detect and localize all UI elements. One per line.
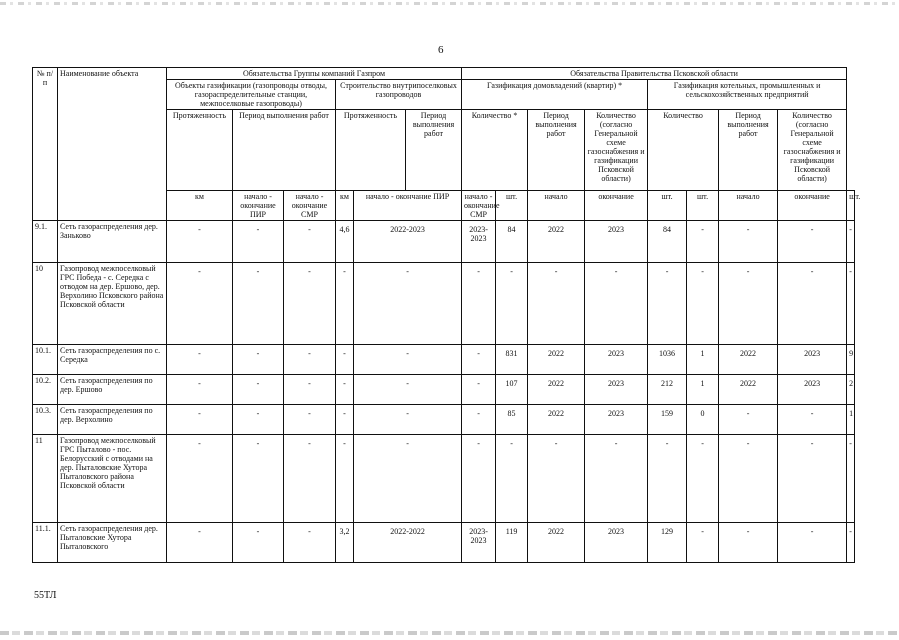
row-value-cell: - [648, 263, 687, 345]
row-value-cell: - [336, 405, 354, 435]
footer-code: 55ТЛ [34, 590, 57, 601]
unit-cell: км [167, 191, 233, 221]
row-value-cell: - [233, 221, 284, 263]
row-value-cell: - [336, 263, 354, 345]
row-value-cell: 2022 [528, 345, 585, 375]
row-object-name: Сеть газораспределения дер. Пыталовские Хутора Пыталовского [58, 523, 167, 563]
row-value-cell: - [336, 435, 354, 523]
scan-artifact-bottom [0, 631, 899, 635]
row-value-cell: - [847, 435, 855, 523]
row-value-cell: 85 [496, 405, 528, 435]
row-value-cell: 2022 [719, 345, 778, 375]
row-value-cell: - [719, 523, 778, 563]
row-value-cell: - [233, 345, 284, 375]
scan-artifact-top [0, 2, 899, 5]
row-value-cell: 2022-2022 [354, 523, 462, 563]
table-row [33, 345, 855, 375]
header-period2: Период выполнения работ [406, 110, 462, 191]
row-object-name: Газопровод межпоселковый ГРС Победа - с. Середка с отводом на дер. Ершово, дер. Верхолино Псковского района Псковской области [58, 263, 167, 345]
row-value-cell: 3,2 [336, 523, 354, 563]
row-value-cell: - [778, 405, 847, 435]
unit-cell: начало [719, 191, 778, 221]
row-value-cell: - [284, 435, 336, 523]
row-value-cell: - [719, 405, 778, 435]
row-value-cell: 2023-2023 [462, 523, 496, 563]
unit-cell: км [336, 191, 354, 221]
row-number: 10 [33, 263, 58, 345]
row-value-cell: - [284, 263, 336, 345]
row-value-cell: 159 [648, 405, 687, 435]
row-value-cell: - [167, 405, 233, 435]
row-value-cell: - [496, 263, 528, 345]
row-value-cell: - [847, 523, 855, 563]
row-value-cell: - [167, 375, 233, 405]
header-length2: Протяженность [336, 110, 406, 191]
unit-cell: шт. [496, 191, 528, 221]
row-value-cell: - [233, 375, 284, 405]
row-value-cell: 4,6 [336, 221, 354, 263]
header-period3: Период выполнения работ [528, 110, 585, 191]
row-number: 11 [33, 435, 58, 523]
row-value-cell: 84 [496, 221, 528, 263]
table-row [33, 405, 855, 435]
header-period: Период выполнения работ [233, 110, 336, 191]
row-value-cell: 2022 [528, 405, 585, 435]
row-value-cell: - [233, 263, 284, 345]
row-value-cell: - [719, 263, 778, 345]
table-body [33, 221, 855, 563]
row-number: 10.3. [33, 405, 58, 435]
row-value-cell: - [778, 263, 847, 345]
row-value-cell: - [687, 263, 719, 345]
row-value-cell: - [354, 405, 462, 435]
header-gas-objects: Объекты газификации (газопроводы отводы, газораспределительные станции, межпоселковые газопроводы) [167, 80, 336, 110]
row-value-cell: - [462, 375, 496, 405]
row-value-cell: 107 [496, 375, 528, 405]
row-value-cell: 84 [648, 221, 687, 263]
row-value-cell: - [167, 345, 233, 375]
row-value-cell: 2023 [585, 523, 648, 563]
row-value-cell: 2023 [585, 375, 648, 405]
row-value-cell: 2022-2023 [354, 221, 462, 263]
row-value-cell: - [847, 263, 855, 345]
row-value-cell: 2023 [585, 405, 648, 435]
row-value-cell: - [585, 435, 648, 523]
row-value-cell: - [778, 435, 847, 523]
header-length: Протяженность [167, 110, 233, 191]
row-value-cell: - [284, 221, 336, 263]
row-value-cell: - [167, 523, 233, 563]
unit-cell: начало - окончание ПИР [233, 191, 284, 221]
row-value-cell: - [648, 435, 687, 523]
row-value-cell: - [528, 435, 585, 523]
row-value-cell: - [687, 435, 719, 523]
row-value-cell: - [778, 221, 847, 263]
row-value-cell: - [719, 435, 778, 523]
row-value-cell: 2022 [528, 221, 585, 263]
table-row [33, 523, 855, 563]
row-value-cell: - [778, 523, 847, 563]
table-row [33, 435, 855, 523]
row-number: 11.1. [33, 523, 58, 563]
row-object-name: Сеть газораспределения по с. Середка [58, 345, 167, 375]
page-number: 6 [438, 44, 444, 56]
header-period4: Период выполнения работ [719, 110, 778, 191]
unit-cell: окончание [585, 191, 648, 221]
row-value-cell: 212 [648, 375, 687, 405]
row-value-cell: - [167, 221, 233, 263]
row-value-cell: - [354, 435, 462, 523]
row-value-cell: 2022 [528, 523, 585, 563]
row-value-cell: 2022 [528, 375, 585, 405]
row-value-cell: - [336, 375, 354, 405]
row-value-cell: 2023 [778, 375, 847, 405]
row-value-cell: 2023 [778, 345, 847, 375]
row-value-cell: 1 [687, 345, 719, 375]
unit-cell: начало - окончание СМР [284, 191, 336, 221]
row-value-cell: - [462, 345, 496, 375]
row-value-cell: - [284, 405, 336, 435]
row-value-cell: - [462, 435, 496, 523]
row-object-name: Сеть газораспределения дер. Заньково [58, 221, 167, 263]
row-value-cell: - [284, 375, 336, 405]
unit-cell: начало - окончание ПИР [354, 191, 462, 221]
row-value-cell: 2023 [585, 345, 648, 375]
row-value-cell: - [847, 221, 855, 263]
row-value-cell: - [167, 263, 233, 345]
row-value-cell: - [354, 345, 462, 375]
unit-cell: начало [528, 191, 585, 221]
row-object-name: Газопровод межпоселковый ГРС Пыталово - пос. Белорусский с отводами на дер. Пыталовские Хутора Пыталовского района Псковской области [58, 435, 167, 523]
header-num: № п/п [33, 68, 58, 221]
row-value-cell: - [462, 263, 496, 345]
row-value-cell: - [528, 263, 585, 345]
row-value-cell: - [336, 345, 354, 375]
row-value-cell: 2 [847, 375, 855, 405]
gasification-table [32, 67, 861, 563]
unit-cell: шт. [687, 191, 719, 221]
header-quantity: Количество * [462, 110, 528, 191]
row-value-cell: - [462, 405, 496, 435]
header-gazprom: Обязательства Группы компаний Газпром [167, 68, 462, 80]
row-value-cell: 9 [847, 345, 855, 375]
row-value-cell: - [233, 523, 284, 563]
row-value-cell: 2023 [585, 221, 648, 263]
header-quantity-general2: Количество (согласно Генеральной схеме газоснабжения и газификации Псковской области) [778, 110, 847, 191]
row-value-cell: 0 [687, 405, 719, 435]
header-boilers: Газификация котельных, промышленных и сельскохозяйственных предприятий [648, 80, 847, 110]
unit-cell: шт. [847, 191, 855, 221]
header-quantity-general: Количество (согласно Генеральной схеме газоснабжения и газификации Псковской области) [585, 110, 648, 191]
unit-cell: окончание [778, 191, 847, 221]
row-value-cell: 2023-2023 [462, 221, 496, 263]
row-value-cell: - [687, 221, 719, 263]
row-value-cell: - [233, 435, 284, 523]
row-value-cell: 831 [496, 345, 528, 375]
unit-cell: шт. [648, 191, 687, 221]
header-inner-networks: Строительство внутрипоселковых газопроводов [336, 80, 462, 110]
row-value-cell: - [284, 345, 336, 375]
header-quantity2: Количество [648, 110, 719, 191]
table-row [33, 263, 855, 345]
header-pskov: Обязательства Правительства Псковской области [462, 68, 847, 80]
row-object-name: Сеть газораспределения по дер. Верхолино [58, 405, 167, 435]
row-value-cell: - [496, 435, 528, 523]
row-value-cell: - [687, 523, 719, 563]
header-households: Газификация домовладений (квартир) * [462, 80, 648, 110]
row-value-cell: - [167, 435, 233, 523]
row-value-cell: - [354, 263, 462, 345]
header-name: Наименование объекта [58, 68, 167, 221]
row-value-cell: 1 [687, 375, 719, 405]
row-value-cell: 1 [847, 405, 855, 435]
row-value-cell: - [233, 405, 284, 435]
row-object-name: Сеть газораспределения по дер. Ершово [58, 375, 167, 405]
row-number: 9.1. [33, 221, 58, 263]
row-value-cell: 129 [648, 523, 687, 563]
table-row [33, 375, 855, 405]
table-row [33, 221, 855, 263]
row-value-cell: 119 [496, 523, 528, 563]
row-value-cell: 1036 [648, 345, 687, 375]
unit-cell: начало - окончание СМР [462, 191, 496, 221]
row-value-cell: - [284, 523, 336, 563]
row-value-cell: - [585, 263, 648, 345]
row-value-cell: - [354, 375, 462, 405]
row-number: 10.2. [33, 375, 58, 405]
row-number: 10.1. [33, 345, 58, 375]
row-value-cell: - [719, 221, 778, 263]
row-value-cell: 2022 [719, 375, 778, 405]
